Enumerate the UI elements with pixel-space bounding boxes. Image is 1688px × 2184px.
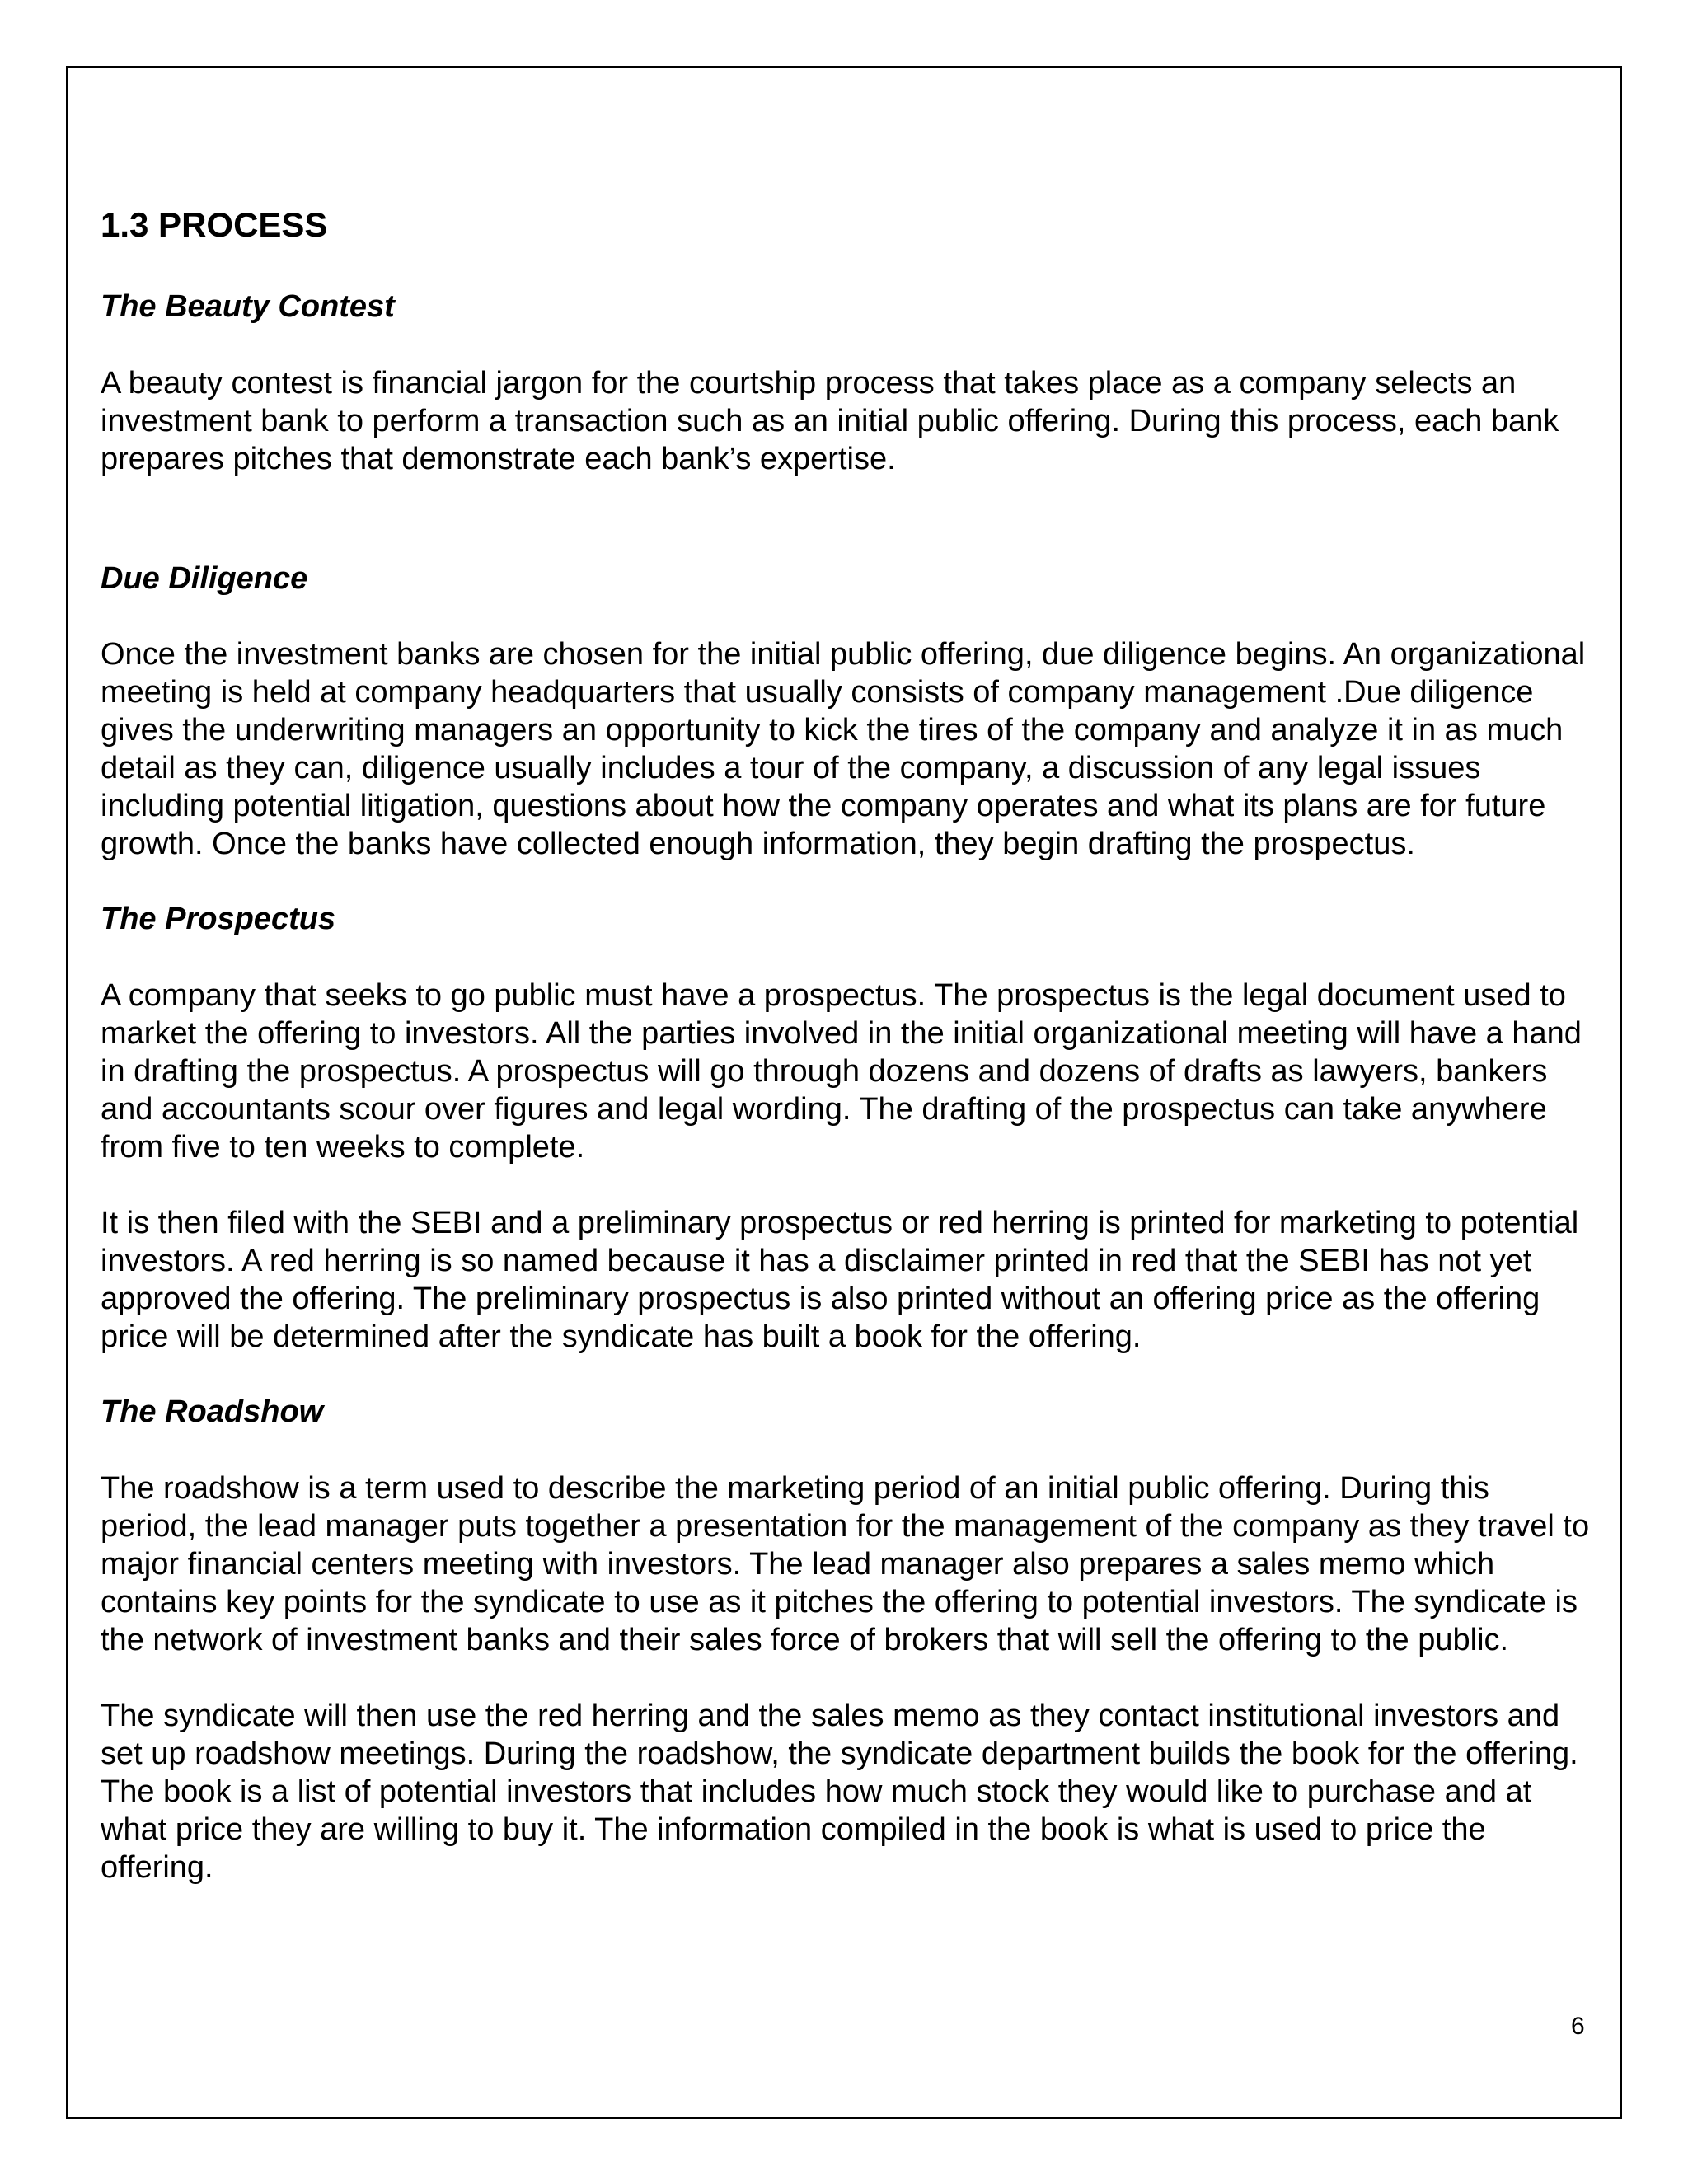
- paragraph-roadshow-1: The roadshow is a term used to describe the marketing period of an initial public offering. During this period, the lead manager puts together a presentation for the management of the company as they travel to major financial centers meeting with investors. The lead manager also prepares a sales memo which contains key points for the syndicate to use as it pitches the offering to potential investors. The syndicate is the network of investment banks and their sales force of brokers that will sell the offering to the public.: [101, 1470, 1590, 1657]
- paragraph-roadshow-2: The syndicate will then use the red herring and the sales memo as they contact institutional investors and set up roadshow meetings. During the roadshow, the syndicate department builds the book for the offering. The book is a list of potential investors that includes how much stock they would like to purchase and at what price they are willing to buy it. The information compiled in the book is what is used to price the offering.: [101, 1698, 1578, 1885]
- paragraph-beauty-contest: A beauty contest is financial jargon for the courtship process that takes place as a company selects an investment bank to perform a transaction such as an initial public offering. During this process, each bank prepares pitches that demonstrate each bank’s expertise.: [101, 365, 1559, 476]
- heading-prospectus: The Prospectus: [101, 902, 336, 937]
- paragraph-prospectus-2: It is then filed with the SEBI and a preliminary prospectus or red herring is printed for marketing to potential investors. A red herring is so named because it has a disclaimer printed in red that the SEBI has not yet approved the offering. The preliminary prospectus is also printed without an offering price as the offering price will be determined after the syndicate has built a book for the offering.: [101, 1205, 1579, 1354]
- section-title: 1.3 PROCESS: [101, 205, 328, 244]
- heading-due-diligence: Due Diligence: [101, 560, 308, 596]
- paragraph-due-diligence: Once the investment banks are chosen for the initial public offering, due diligence begins. An organizational meeting is held at company headquarters that usually consists of company management .Due diligence gives the underwriting managers an opportunity to kick the tires of the company and analyze it in as much detail as they can, diligence usually includes a tour of the company, a discussion of any legal issues including potential litigation, questions about how the company operates and what its plans are for future growth. Once the banks have collected enough information, they begin drafting the prospectus.: [101, 637, 1586, 862]
- paragraph-prospectus-1: A company that seeks to go public must have a prospectus. The prospectus is the legal document used to market the offering to investors. All the parties involved in the initial organizational meeting will have a hand in drafting the prospectus. A prospectus will go through dozens and dozens of drafts as lawyers, bankers and accountants scour over figures and legal wording. The drafting of the prospectus can take anywhere from five to ten weeks to complete.: [101, 977, 1582, 1165]
- page-number: 6: [1571, 2013, 1585, 2040]
- document-body: [101, 206, 1592, 1886]
- heading-roadshow: The Roadshow: [101, 1394, 324, 1429]
- heading-beauty-contest: The Beauty Contest: [101, 289, 395, 325]
